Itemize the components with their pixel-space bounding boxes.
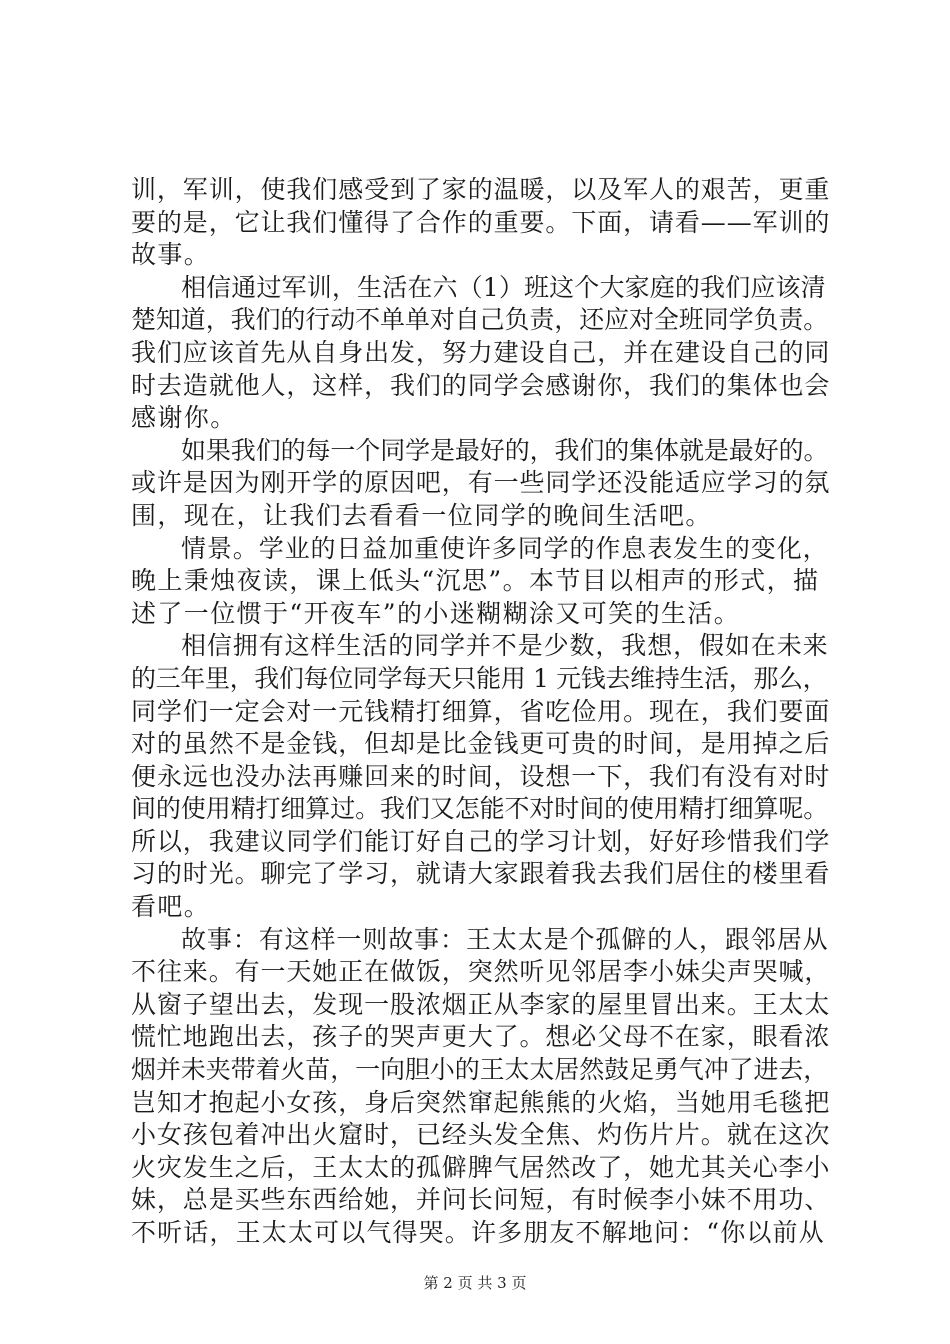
text-line: 要的是，它让我们懂得了合作的重要。下面，请看——军训的 [131, 207, 831, 237]
text-line: 烟并未夹带着火苗，一向胆小的王太太居然鼓足勇气冲了进去， [131, 1055, 829, 1085]
text-line: 感谢你。 [131, 403, 237, 433]
text-line: 小女孩包着冲出火窟时，已经头发全焦、灼伤片片。就在这次 [131, 1120, 831, 1150]
text-line: 的三年里，我们每位同学每天只能用 1 元钱去维持生活，那么， [131, 663, 828, 693]
page-footer: 第 2 页 共 3 页 [423, 1274, 527, 1292]
paragraph-start-line: 故事：有这样一则故事：王太太是个孤僻的人，跟邻居从 [181, 924, 829, 954]
text-line: 妹，总是买些东西给她，并问长问短，有时候李小妹不用功、 [131, 1185, 831, 1215]
text-line: 我们应该首先从自身出发，努力建设自己，并在建设自己的同 [131, 337, 831, 367]
text-line: 训，军训，使我们感受到了家的温暖，以及军人的艰苦，更重 [131, 175, 831, 204]
text-line: 述了一位惯于“开夜车”的小迷糊糊涂又可笑的生活。 [131, 598, 741, 628]
paragraph-start-line: 如果我们的每一个同学是最好的，我们的集体就是最好的。 [181, 435, 829, 465]
text-line: 围，现在，让我们去看看一位同学的晚间生活吧。 [131, 500, 712, 530]
text-line: 从窗子望出去，发现一股浓烟正从李家的屋里冒出来。王太太 [131, 989, 831, 1019]
text-line: 楚知道，我们的行动不单单对自己负责，还应对全班同学负责。 [131, 305, 829, 335]
paragraph-start-line: 相信通过军训，生活在六（1）班这个大家庭的我们应该清 [181, 272, 826, 302]
text-line: 岂知才抱起小女孩，身后突然窜起熊熊的火焰，当她用毛毯把 [131, 1087, 831, 1117]
text-line: 火灾发生之后，王太太的孤僻脾气居然改了，她尤其关心李小 [131, 1152, 831, 1182]
text-line: 晚上秉烛夜读，课上低头“沉思”。本节目以相声的形式，描 [131, 566, 820, 596]
text-line: 同学们一定会对一元钱精打细算，省吃俭用。现在，我们要面 [131, 696, 831, 726]
text-line: 间的使用精打细算过。我们又怎能不对时间的使用精打细算呢。 [131, 794, 829, 824]
text-line: 看吧。 [131, 892, 211, 922]
text-line: 或许是因为刚开学的原因吧，有一些同学还没能适应学习的氛 [131, 468, 831, 498]
text-line: 时去造就他人，这样，我们的同学会感谢你，我们的集体也会 [131, 370, 831, 400]
text-line: 习的时光。聊完了学习，就请大家跟着我去我们居住的楼里看 [131, 859, 831, 889]
text-line: 对的虽然不是金钱，但却是比金钱更可贵的时间，是用掉之后 [131, 729, 831, 759]
text-line: 不往来。有一天她正在做饭，突然听见邻居李小妹尖声哭喊， [131, 957, 831, 987]
body-text [131, 174, 831, 1250]
text-line: 所以，我建议同学们能订好自己的学习计划，好好珍惜我们学 [131, 826, 831, 856]
text-line: 便永远也没办法再赚回来的时间，设想一下，我们有没有对时 [131, 761, 831, 791]
text-line: 慌忙地跑出去，孩子的哭声更大了。想必父母不在家，眼看浓 [131, 1022, 831, 1052]
paragraph-start-line: 情景。学业的日益加重使许多同学的作息表发生的变化， [181, 533, 829, 563]
text-line: 故事。 [131, 240, 211, 270]
paragraph-start-line: 相信拥有这样生活的同学并不是少数，我想，假如在未来 [181, 631, 829, 661]
text-line: 不听话，王太太可以气得哭。许多朋友不解地问：“你以前从 [131, 1218, 825, 1247]
